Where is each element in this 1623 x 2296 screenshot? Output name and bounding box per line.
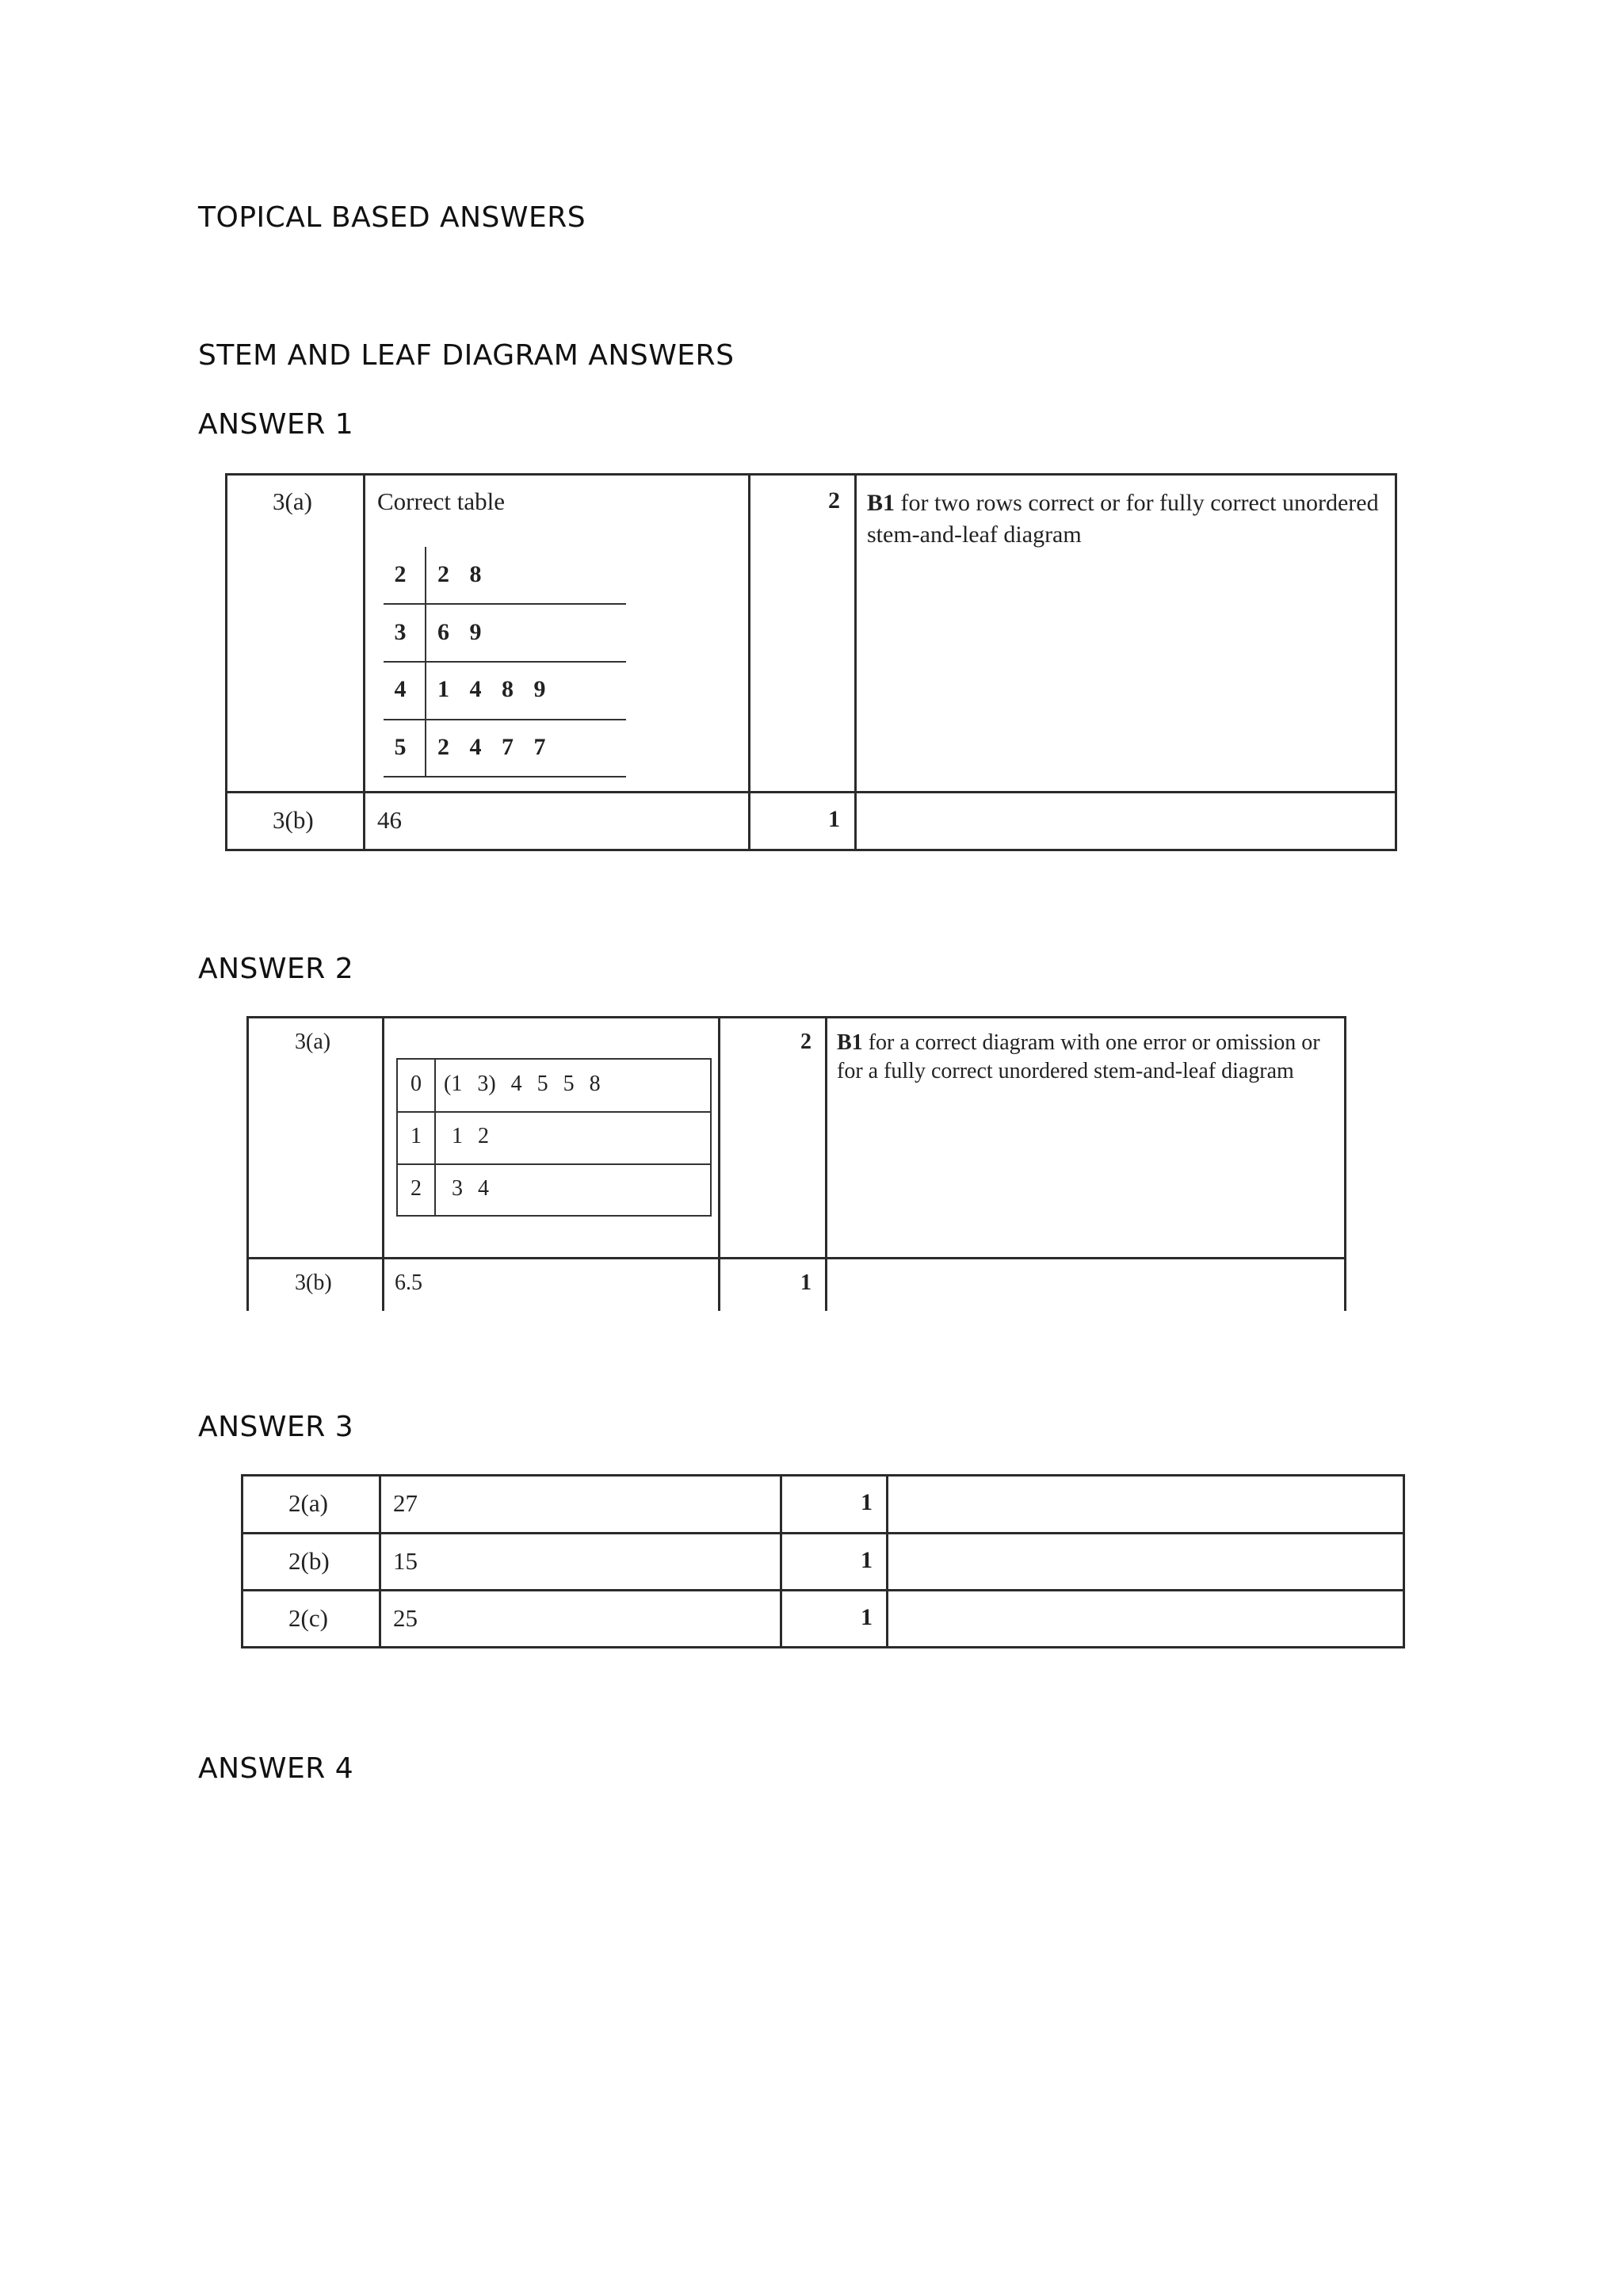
table-row-marks: 1: [828, 806, 840, 832]
table-row-answer: 15: [393, 1547, 418, 1575]
answer-1-heading: ANSWER 1: [198, 408, 354, 441]
leaf-values: 6 9: [437, 619, 489, 645]
table-row-marks: 1: [861, 1604, 873, 1630]
table-row-answer: Correct table: [377, 487, 505, 515]
table-row-answer: 46: [377, 806, 402, 834]
table-row-part: 3(a): [273, 487, 312, 515]
stem-value: 2: [411, 1176, 422, 1201]
table-row-part: 2(b): [288, 1547, 330, 1575]
table-row-marks: 2: [828, 487, 840, 514]
answer-2-heading: ANSWER 2: [198, 953, 354, 985]
guidance-code: B1: [837, 1030, 863, 1055]
table-row-marks: 1: [800, 1270, 812, 1295]
table-row-part: 3(b): [295, 1270, 332, 1295]
page-title: TOPICAL BASED ANSWERS: [198, 201, 586, 234]
stem-value: 2: [394, 561, 407, 587]
table-row-part: 3(b): [273, 806, 314, 834]
leaf-values: 2 8: [437, 561, 489, 587]
table-row-part: 2(a): [288, 1489, 328, 1517]
table-row-answer: 25: [393, 1604, 418, 1632]
guidance-text: for a correct diagram with one error or omission or for a fully correct unordered stem-and-leaf diagram: [837, 1030, 1320, 1083]
table-row-marks: 2: [800, 1030, 812, 1054]
page-subtitle: STEM AND LEAF DIAGRAM ANSWERS: [198, 339, 735, 372]
table-row-part: 3(a): [295, 1030, 331, 1054]
leaf-values: 2 4 7 7: [437, 734, 553, 760]
answer-4-heading: ANSWER 4: [198, 1752, 354, 1785]
guidance-text: for two rows correct or for fully correct unordered stem-and-leaf diagram: [867, 490, 1379, 548]
guidance-code: B1: [867, 490, 896, 516]
table-row-answer: 27: [393, 1489, 418, 1517]
table-row-guidance: [837, 1029, 1336, 1086]
table-row-guidance: [867, 487, 1382, 551]
leaf-values: 1 4 8 9: [437, 676, 553, 702]
stem-value: 3: [394, 619, 407, 645]
leaf-values: 1 2: [452, 1124, 489, 1148]
stem-value: 4: [394, 676, 407, 702]
table-row-answer: 6.5: [395, 1270, 422, 1295]
stem-value: 5: [394, 734, 407, 760]
table-row-marks: 1: [861, 1547, 873, 1573]
table-row-marks: 1: [861, 1489, 873, 1515]
leaf-values: (1 3) 4 5 5 8: [444, 1072, 601, 1096]
leaf-values: 3 4: [452, 1176, 489, 1201]
table-row-part: 2(c): [288, 1604, 328, 1632]
answer-3-heading: ANSWER 3: [198, 1411, 354, 1443]
stem-value: 1: [411, 1124, 422, 1148]
stem-value: 0: [411, 1072, 422, 1096]
